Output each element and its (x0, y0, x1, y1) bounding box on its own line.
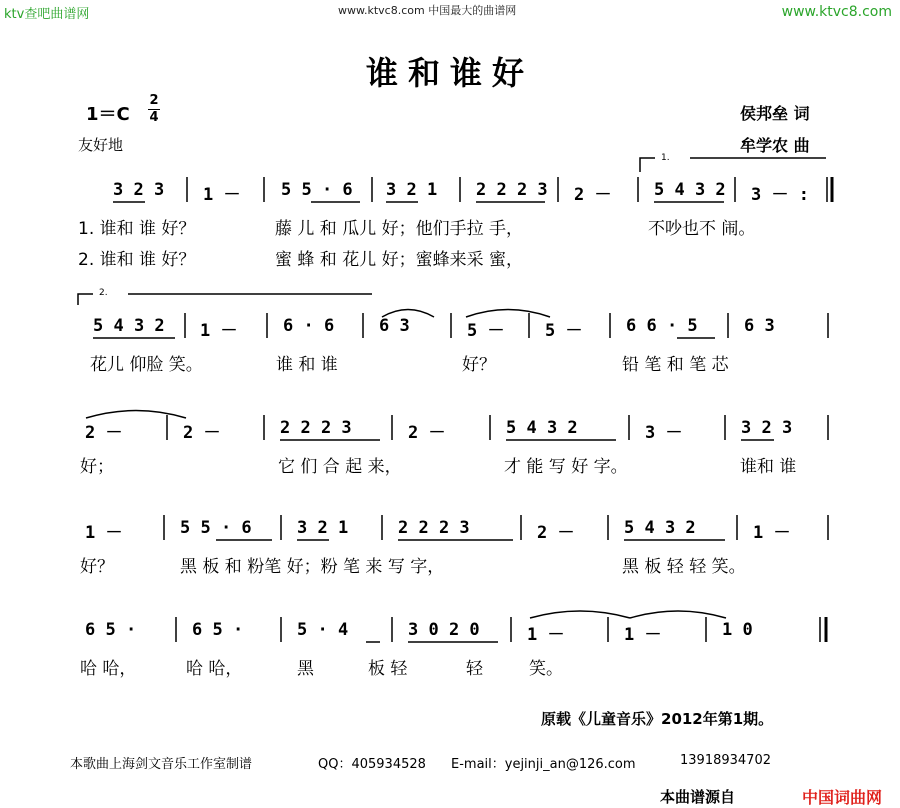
measure-3-3: 2 2 2 3 (280, 418, 352, 438)
lyric-1-v2-a: 2. 谁和 谁 好？ (78, 250, 196, 270)
measure-1-2: 1 － (203, 185, 241, 205)
measure-5-6: 1 － (624, 625, 662, 645)
measure-2-2: 1 － (200, 321, 238, 341)
measure-1-6: 2 － (574, 185, 612, 205)
measure-1-3: 5 5 · 6 (281, 180, 353, 200)
lyric-2-d: 铅 笔 和 笔 芯 (622, 355, 729, 375)
measure-2-4: 6 3 (379, 316, 410, 336)
volta-first-label: 1. (661, 153, 670, 163)
lyricist: 侯邦垒 词 (740, 104, 810, 123)
measure-4-6: 5 4 3 2 (624, 518, 696, 538)
measure-5-1: 6 5 · (85, 620, 137, 640)
lyric-2-a: 花儿 仰脸 笑。 (90, 355, 203, 375)
lyric-1-v1-b: 藤 儿 和 瓜儿 好；他们手拉 手， (275, 219, 524, 239)
footer-qq: QQ：405934528 (318, 757, 426, 772)
measure-4-7: 1 － (753, 523, 791, 543)
lyric-1-v1-a: 1. 谁和 谁 好？ (78, 219, 196, 239)
measure-1-8: 3 － : (751, 185, 809, 205)
measure-3-7: 3 2 3 (741, 418, 793, 438)
measure-1-7: 5 4 3 2 (654, 180, 726, 200)
lyric-5-a: 哈 哈， (80, 659, 137, 679)
lyric-2-b: 谁 和 谁 (276, 355, 338, 375)
footer-email: E-mail：yejinji_an@126.com (451, 757, 636, 772)
measure-2-7: 6 6 · 5 (626, 316, 698, 336)
measure-2-5: 5 － (467, 321, 505, 341)
measure-1-4: 3 2 1 (386, 180, 438, 200)
song-title: 谁和谁好 (365, 54, 534, 92)
measure-2-6: 5 － (545, 321, 583, 341)
measure-5-5: 1 － (527, 625, 565, 645)
lyric-2-c: 好？ (462, 355, 496, 375)
measure-4-2: 5 5 · 6 (180, 518, 252, 538)
lyric-4-c: 黑 板 轻 轻 笑。 (622, 557, 746, 577)
measure-2-3: 6 · 6 (283, 316, 335, 336)
composer: 牟学农 曲 (740, 136, 810, 155)
time-signature-bottom: 4 (149, 110, 159, 125)
measure-5-7: 1 0 (722, 620, 753, 640)
measure-1-5: 2 2 2 3 (476, 180, 548, 200)
measure-5-4: 3 0 2 0 (408, 620, 480, 640)
lyric-1-v2-b: 蜜 蜂 和 花儿 好；蜜蜂来采 蜜， (275, 250, 524, 270)
lyric-3-b: 它 们 合 起 来， (278, 457, 402, 477)
measure-4-1: 1 － (85, 523, 123, 543)
measure-1-1: 3 2 3 (113, 180, 165, 200)
measure-4-4: 2 2 2 3 (398, 518, 470, 538)
measure-3-5: 5 4 3 2 (506, 418, 578, 438)
footer-source-label: 本曲谱源自 (660, 788, 736, 806)
measure-5-2: 6 5 · (192, 620, 244, 640)
measure-5-3: 5 · 4 (297, 620, 349, 640)
footer-source-site[interactable]: 中国词曲网 (802, 788, 883, 807)
lyric-4-a: 好？ (80, 557, 114, 577)
measure-2-8: 6 3 (744, 316, 775, 336)
watermark-center: www.ktvc8.com 中国最大的曲谱网 (338, 4, 517, 17)
lyric-3-d: 谁和 谁 (740, 457, 797, 477)
tempo-marking: 友好地 (78, 136, 124, 154)
footer-phone: 13918934702 (680, 753, 771, 768)
lyric-3-c: 才 能 写 好 字。 (504, 457, 628, 477)
footer-studio: 本歌曲上海剑文音乐工作室制谱 (70, 757, 253, 772)
lyric-1-v1-c: 不吵也不 闹。 (648, 219, 756, 239)
lyric-5-b: 哈 哈， (186, 659, 243, 679)
measure-4-5: 2 － (537, 523, 575, 543)
lyric-3-a: 好； (80, 457, 114, 477)
watermark-right: www.ktvc8.com (781, 4, 892, 20)
measure-3-2: 2 － (183, 423, 221, 443)
measure-3-1: 2 － (85, 423, 123, 443)
measure-3-4: 2 － (408, 423, 446, 443)
lyric-5-f: 笑。 (529, 659, 563, 679)
source-note: 原载《儿童音乐》2012年第1期。 (541, 710, 774, 728)
measure-2-1: 5 4 3 2 (93, 316, 165, 336)
lyric-5-d: 板 轻 (368, 659, 408, 679)
measure-4-3: 3 2 1 (297, 518, 349, 538)
lyric-5-c: 黑 (297, 659, 314, 679)
lyric-5-e: 轻 (466, 659, 483, 679)
watermark-left: ktv查吧曲谱网 (4, 7, 90, 22)
measure-3-6: 3 － (645, 423, 683, 443)
key-signature: 1＝C (86, 104, 130, 125)
time-signature-top: 2 (149, 93, 159, 108)
volta-second-label: 2. (99, 288, 108, 298)
lyric-4-b: 黑 板 和 粉笔 好；粉 笔 来 写 字， (180, 557, 445, 577)
